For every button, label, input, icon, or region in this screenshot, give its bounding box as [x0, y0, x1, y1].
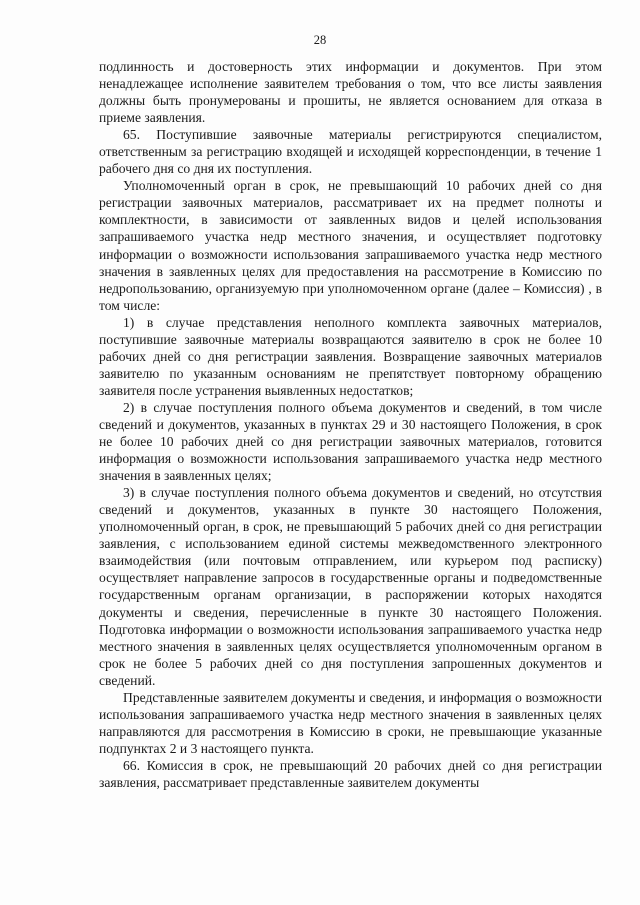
paragraph-65: 65. Поступившие заявочные материалы регистрируются специалистом, ответственным за регистрацию входящей и исходящей корреспонденции, в течение 1 рабочего дня со дня их поступления.	[99, 127, 602, 177]
paragraph-continuation: подлинность и достоверность этих информации и документов. При этом ненадлежащее исполнение заявителем требования о том, что все листы заявления должны быть пронумерованы и прошиты, не является основанием для отказа в приеме заявления.	[99, 59, 602, 126]
paragraph-66: 66. Комиссия в срок, не превышающий 20 рабочих дней со дня регистрации заявления, рассматривает представленные заявителем документы	[99, 757, 602, 790]
page-number: 28	[313, 33, 327, 47]
paragraph-submitted-documents: Представленные заявителем документы и сведения, и информация о возможности использования запрашиваемого участка недр местного значения в заявленных целях направляются для рассмотрения в Комиссию в сроки, не превышающие указанные подпунктах 2 и 3 настоящего пункта.	[99, 689, 602, 756]
paragraph-item-1: 1) в случае представления неполного комплекта заявочных материалов, поступившие заявочные материалы возвращаются заявителю в срок не более 10 рабочих дней со дня регистрации заявления. Возвращение заявочных материалов заявителю по указанным основаниям не препятствует повторному обращению заявителя после устранения выявленных недостатков;	[99, 314, 602, 398]
paragraph-item-3: 3) в случае поступления полного объема документов и сведений, но отсутствия сведений и документов, указанных в пункте 30 настоящего Положения, уполномоченный орган, в срок, не превышающий 5 рабочих дней со дня регистрации заявления, с использованием единой системы межведомственного электронного взаимодействия (или почтовым отправлением, или курьером под расписку) осуществляет направление запросов в государственные органы и подведомственные государственным органам организации, в распоряжении которых находятся документы и сведения, перечисленные в пункте 30 настоящего Положения. Подготовка информации о возможности использования запрашиваемого участка недр местного значения в заявленных целях осуществляется уполномоченным органом в срок не более 5 рабочих дней со дня поступления запрошенных документов и сведений.	[99, 485, 602, 688]
body-text	[99, 58, 602, 791]
paragraph-item-2: 2) в случае поступления полного объема документов и сведений, в том числе сведений и документов, указанных в пунктах 29 и 30 настоящего Положения, в срок не более 10 рабочих дней со дня регистрации заявочных материалов, готовится информация о возможности использования запрашиваемого участка недр местного значения в заявленных целях;	[99, 399, 602, 484]
paragraph-authorized-body: Уполномоченный орган в срок, не превышающий 10 рабочих дней со дня регистрации заявочных материалов, рассматривает их на предмет полноты и комплектности, в зависимости от заявленных видов и целей использования запрашиваемого участка недр местного значения, и осуществляет подготовку информации о возможности использования запрашиваемого участка недр местного значения в заявленных целях для предоставления на рассмотрение в Комиссию по недропользованию, организуемую при уполномоченном органе (далее – Комиссия) , в том числе:	[99, 178, 602, 313]
